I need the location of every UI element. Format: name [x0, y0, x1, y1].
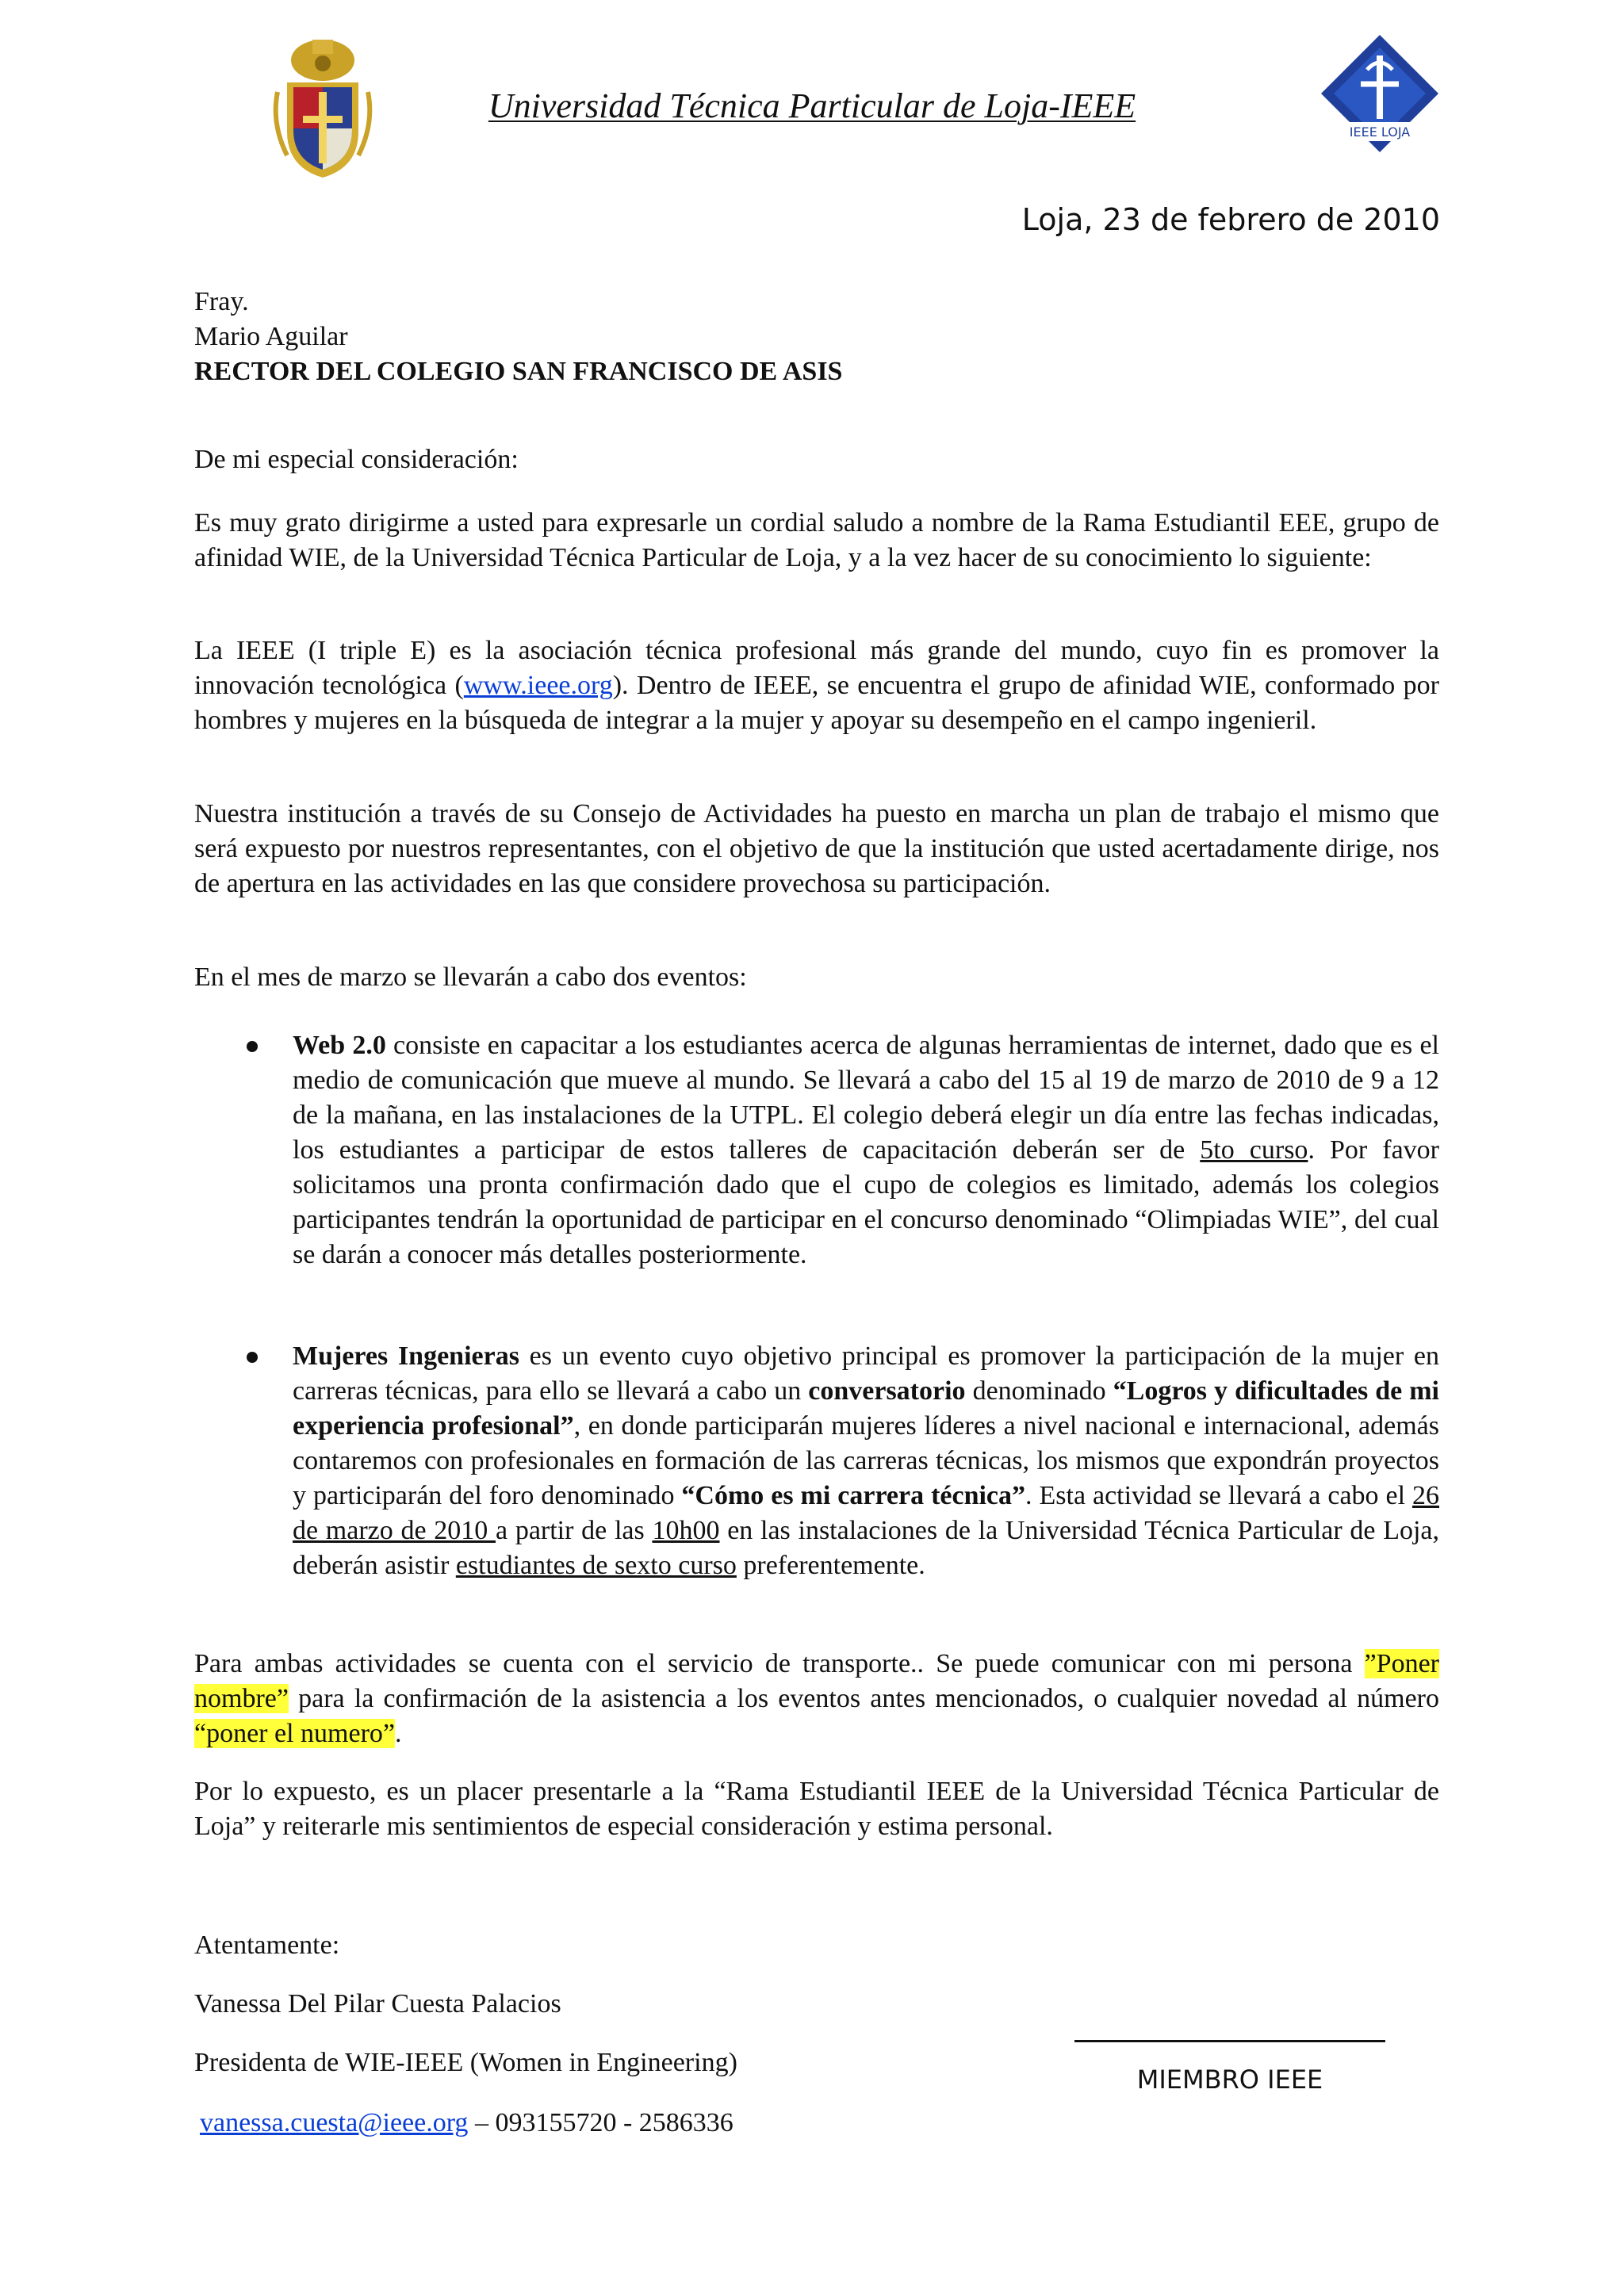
- event-web20-desc-b: . Por favor solicitamos una pronta confirmación dado que el cupo de colegios es limitado, además los colegios participantes tendrán la oportunidad de participar en el concurso denominado “Olimpiadas WIE”, del cual se darán a conocer más detalles posteriormente.: [293, 1135, 1440, 1269]
- p5-text-c: .: [395, 1719, 402, 1748]
- event-mujeres-desc-a: es un evento cuyo objetivo principal es promover la participación de la mujer en carreras técnicas, para ello se llevará a cabo un: [293, 1341, 1439, 1406]
- contact-line: [200, 2106, 1445, 2141]
- event-web20-text: [293, 1028, 1439, 1272]
- p5-text-a: Para ambas actividades se cuenta con el servicio de transporte.. Se puede comunicar con mi persona: [194, 1649, 1365, 1678]
- event-web20-desc-a: consiste en capacitar a los estudiantes acerca de algunas herramientas de internet, dado que es el medio de comunicación que mueve al mundo. Se llevará a cabo del 15 al 19 de marzo de 2010 de 9 a 12 de la mañana, en las instalaciones de la UTPL. El colegio deberá elegir un día entre las fechas indicadas, los estudiantes a participar de estos talleres de capacitación deberán ser de: [293, 1031, 1439, 1165]
- signature-line: [1074, 2040, 1385, 2042]
- event-mujeres-desc-d: . Esta actividad se llevará a cabo el: [1025, 1481, 1412, 1510]
- salutation: De mi especial consideración:: [194, 445, 519, 474]
- p5-text-b: para la confirmación de la asistencia a los eventos antes mencionados, o cualquier novedad al número: [288, 1684, 1439, 1713]
- event-mujeres-date: 26 de marzo de 2010: [293, 1481, 1439, 1545]
- placeholder-name-highlight: ”Poner nombre”: [194, 1649, 1439, 1713]
- bullet-icon: [247, 1352, 258, 1363]
- p2-text-after: ). Dentro de IEEE, se encuentra el grupo de afinidad WIE, conformado por hombres y mujeres en la búsqueda de integrar a la mujer y apoyar su desempeño en el campo ingenieril.: [194, 671, 1439, 735]
- signer-email-link[interactable]: vanessa.cuesta@ieee.org: [200, 2108, 469, 2137]
- event-mujeres-time: 10h00: [652, 1516, 720, 1545]
- event-mujeres-title: Mujeres Ingenieras: [293, 1341, 519, 1371]
- paragraph-ieee: [194, 633, 1439, 738]
- ieee-loja-logo-text: IEEE LOJA: [1349, 124, 1411, 140]
- recipient-title: Fray.: [194, 287, 249, 316]
- recipient-name: Mario Aguilar: [194, 322, 348, 351]
- event-mujeres-desc-f: en las instalaciones de la Universidad Técnica Particular de Loja, deberán asistir: [293, 1516, 1439, 1580]
- recipient-position: RECTOR DEL COLEGIO SAN FRANCISCO DE ASIS: [194, 357, 843, 386]
- event-mujeres-text: [293, 1339, 1439, 1583]
- paragraph-institution: Nuestra institución a través de su Consejo de Actividades ha puesto en marcha un plan de trabajo el mismo que será expuesto por nuestros representantes, con el objetivo de que la institución que usted acertadamente dirige, nos de apertura en las actividades en las que considere provechosa su participación.: [194, 799, 1439, 898]
- paragraph-intro: Es muy grato dirigirme a usted para expresarle un cordial saludo a nombre de la Rama Estudiantil EEE, grupo de afinidad WIE, de la Universidad Técnica Particular de Loja, y a la vez hacer de su conocimiento lo siguiente:: [194, 508, 1439, 572]
- ieee-loja-logo: [1316, 32, 1443, 159]
- closing-phrase: Atentamente:: [194, 1931, 340, 1960]
- event-mujeres-talk-title: “Logros y dificultades de mi experiencia profesional”: [293, 1376, 1439, 1441]
- event-mujeres-desc-b: denominado: [965, 1376, 1113, 1406]
- event-mujeres-desc-g: preferentemente.: [736, 1551, 925, 1580]
- event-mujeres-forum-title: “Cómo es mi carrera técnica”: [681, 1481, 1026, 1510]
- event-mujeres-audience: estudiantes de sexto curso: [455, 1551, 737, 1580]
- event-mujeres-desc-e: a partir de las: [496, 1516, 653, 1545]
- ieee-website-link[interactable]: www.ieee.org: [463, 671, 613, 700]
- signature-label: MIEMBRO IEEE: [1136, 2064, 1323, 2095]
- signer-name: Vanessa Del Pilar Cuesta Palacios: [194, 1989, 561, 2019]
- event-web20-title: Web 2.0: [293, 1031, 386, 1060]
- bullet-icon: [247, 1041, 258, 1052]
- paragraph-events-intro: En el mes de marzo se llevarán a cabo dos eventos:: [194, 962, 747, 992]
- letter-date: Loja, 23 de febrero de 2010: [1021, 202, 1440, 237]
- recipient-block: [194, 285, 1439, 389]
- header-title: Universidad Técnica Particular de Loja-IEEE: [488, 86, 1136, 125]
- placeholder-number-highlight: “poner el numero”: [194, 1719, 395, 1748]
- p2-text-before: La IEEE (I triple E) es la asociación técnica profesional más grande del mundo, cuyo fin es promover la innovación tecnológica (: [194, 636, 1439, 700]
- event-mujeres-desc-c: , en donde participarán mujeres líderes a nivel nacional e internacional, además contaremos con profesionales en formación de las carreras técnicas, los mismos que expondrán proyectos y participarán del foro denominado: [293, 1411, 1439, 1510]
- signer-role: Presidenta de WIE-IEEE (Women in Engineering): [194, 2048, 737, 2077]
- paragraph-closing: Por lo expuesto, es un placer presentarle a la “Rama Estudiantil IEEE de la Universidad Técnica Particular de Loja” y reiterarle mis sentimientos de especial consideración y estima personal.: [194, 1777, 1439, 1841]
- paragraph-transport: [194, 1647, 1439, 1751]
- signer-phones: – 093155720 - 2586336: [468, 2108, 733, 2137]
- event-mujeres-conversatorio: conversatorio: [808, 1376, 966, 1406]
- event-web20-course: 5to curso: [1200, 1135, 1308, 1165]
